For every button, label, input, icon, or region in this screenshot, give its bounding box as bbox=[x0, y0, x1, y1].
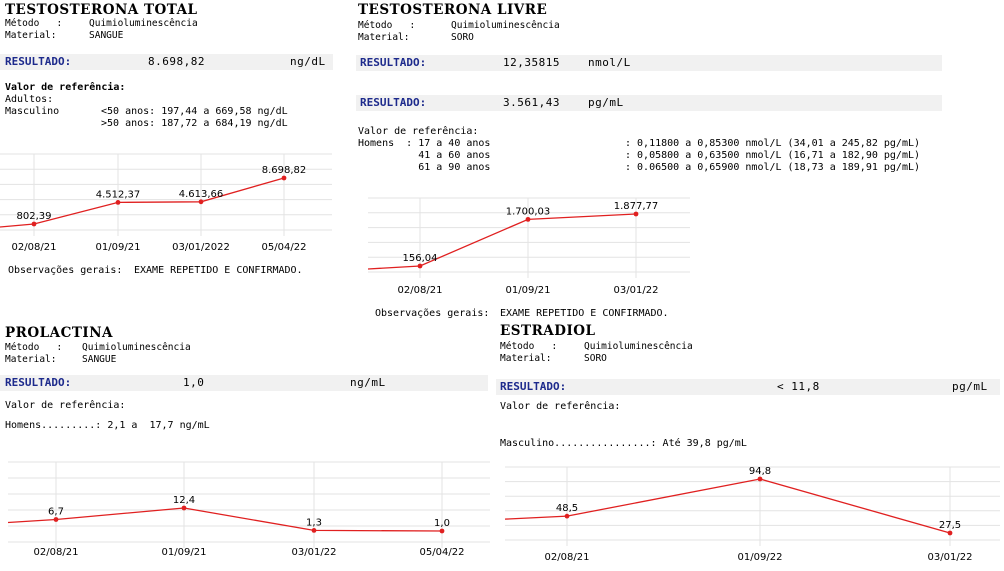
pr-chart bbox=[8, 460, 490, 565]
tl-result-value-1: 12,35815 bbox=[503, 56, 560, 69]
tl-result-label-2: RESULTADO: bbox=[360, 96, 427, 109]
tl-result-label-1: RESULTADO: bbox=[360, 56, 427, 69]
es-result-label: RESULTADO: bbox=[500, 380, 567, 393]
data-label: 94,8 bbox=[748, 466, 772, 477]
x-tick-label: 03/01/22 bbox=[291, 547, 337, 558]
x-tick-label: 01/09/21 bbox=[161, 547, 207, 558]
pr-result-bar bbox=[0, 375, 488, 391]
tl-result-unit-1: nmol/L bbox=[588, 56, 631, 69]
tl-ref-row-2-range: 41 a 60 anos bbox=[358, 150, 491, 161]
tl-metodo-value: Quimioluminescência bbox=[451, 20, 560, 31]
es-result-bar bbox=[496, 379, 1000, 395]
tl-metodo-label: Método : bbox=[358, 20, 416, 31]
chart-grid bbox=[505, 467, 1000, 546]
tt-material-value: SANGUE bbox=[89, 30, 124, 41]
data-label: 8.698,82 bbox=[261, 165, 307, 176]
pr-result-label: RESULTADO: bbox=[5, 376, 72, 389]
pr-material-label: Material: bbox=[5, 354, 57, 365]
data-point bbox=[758, 477, 763, 482]
data-point bbox=[182, 506, 187, 511]
tl-ref-row-2-values: : 0,05800 a 0,63500 nmol/L (16,71 a 182,90 pg/mL) bbox=[625, 150, 921, 161]
x-tick-label: 02/08/21 bbox=[397, 285, 443, 296]
data-point bbox=[565, 514, 570, 519]
chart-grid bbox=[8, 462, 490, 548]
es-material-value: SORO bbox=[584, 353, 607, 364]
data-point bbox=[440, 529, 445, 534]
data-point bbox=[418, 264, 423, 269]
tl-title: TESTOSTERONA LIVRE bbox=[358, 2, 548, 18]
tt-obs-text: EXAME REPETIDO E CONFIRMADO. bbox=[134, 265, 303, 276]
data-label: 1,3 bbox=[306, 517, 322, 529]
x-tick-label: 03/01/22 bbox=[927, 552, 973, 563]
data-point bbox=[634, 212, 639, 217]
x-tick-label: 02/08/21 bbox=[33, 547, 79, 558]
tl-result-unit-2: pg/mL bbox=[588, 96, 624, 109]
x-tick-label: 05/04/22 bbox=[419, 547, 465, 558]
pr-title: PROLACTINA bbox=[5, 325, 114, 341]
data-label: 4.613,66 bbox=[178, 188, 224, 200]
tl-material-label: Material: bbox=[358, 32, 410, 43]
data-label: 12,4 bbox=[172, 495, 196, 506]
x-tick-label: 05/04/22 bbox=[261, 242, 307, 253]
pr-metodo-label: Método : bbox=[5, 342, 63, 353]
pr-metodo-value: Quimioluminescência bbox=[82, 342, 191, 353]
es-ref-label: Valor de referência: bbox=[500, 401, 621, 412]
data-point bbox=[54, 517, 59, 522]
es-result-value: < 11,8 bbox=[777, 380, 820, 393]
pr-ref-line: Homens.........: 2,1 a 17,7 ng/mL bbox=[5, 420, 210, 431]
tl-result-bar-1 bbox=[356, 55, 942, 71]
data-point bbox=[116, 200, 121, 205]
x-tick-label: 02/08/21 bbox=[544, 552, 590, 563]
tt-result-unit: ng/dL bbox=[290, 55, 326, 68]
tt-result-label: RESULTADO: bbox=[5, 55, 72, 68]
data-label: 27,5 bbox=[938, 520, 962, 531]
es-result-unit: pg/mL bbox=[952, 380, 988, 393]
data-label: 156,04 bbox=[402, 253, 438, 264]
tl-chart bbox=[368, 190, 690, 300]
pr-material-value: SANGUE bbox=[82, 354, 117, 365]
es-metodo-value: Quimioluminescência bbox=[584, 341, 693, 352]
data-label: 1.700,03 bbox=[505, 206, 551, 218]
tl-result-value-2: 3.561,43 bbox=[503, 96, 560, 109]
tt-obs-label: Observações gerais: bbox=[8, 265, 123, 276]
tl-ref-row-3-values: : 0.06500 a 0,65900 nmol/L (18,73 a 189,91 pg/mL) bbox=[625, 162, 921, 173]
tt-ref-line1: <50 anos: 197,44 a 669,58 ng/dL bbox=[101, 106, 288, 117]
pr-result-value: 1,0 bbox=[183, 376, 205, 389]
data-label: 4.512,37 bbox=[95, 189, 141, 201]
tt-metodo-label: Método : bbox=[5, 18, 63, 29]
data-point bbox=[526, 217, 531, 222]
tl-result-bar-2 bbox=[356, 95, 942, 111]
es-metodo-label: Método : bbox=[500, 341, 558, 352]
data-label: 48,5 bbox=[555, 503, 579, 515]
tt-result-value: 8.698,82 bbox=[148, 55, 205, 68]
es-chart bbox=[505, 465, 1000, 565]
data-label: 1,0 bbox=[434, 518, 450, 529]
tl-material-value: SORO bbox=[451, 32, 474, 43]
tl-ref-label: Valor de referência: bbox=[358, 126, 479, 137]
x-tick-label: 03/01/2022 bbox=[172, 242, 230, 253]
pr-ref-label: Valor de referência: bbox=[5, 400, 126, 411]
series-line bbox=[8, 508, 442, 531]
tt-chart bbox=[0, 150, 332, 260]
es-title: ESTRADIOL bbox=[500, 323, 596, 339]
data-label: 6,7 bbox=[48, 506, 64, 518]
tt-title: TESTOSTERONA TOTAL bbox=[5, 2, 198, 18]
pr-result-unit: ng/mL bbox=[350, 376, 386, 389]
data-label: 1.877,77 bbox=[613, 201, 659, 212]
es-ref-line: Masculino................: Até 39,8 pg/mL bbox=[500, 438, 747, 449]
data-point bbox=[948, 531, 953, 536]
tt-ref-sex: Masculino bbox=[5, 106, 60, 117]
tl-ref-row-1-values: : 0,11800 a 0,85300 nmol/L (34,01 a 245,82 pg/mL) bbox=[625, 138, 921, 149]
es-material-label: Material: bbox=[500, 353, 552, 364]
tt-ref-line2: >50 anos: 187,72 a 684,19 ng/dL bbox=[101, 118, 288, 129]
tt-ref-group: Adultos: bbox=[5, 94, 54, 105]
x-tick-label: 01/09/21 bbox=[505, 285, 551, 296]
data-point bbox=[199, 199, 204, 204]
tl-obs-text: EXAME REPETIDO E CONFIRMADO. bbox=[500, 308, 669, 319]
data-label: 802,39 bbox=[16, 211, 52, 222]
x-tick-label: 03/01/22 bbox=[613, 285, 659, 296]
x-tick-label: 01/09/21 bbox=[95, 242, 141, 253]
tl-obs-label: Observações gerais: bbox=[375, 308, 490, 319]
tt-material-label: Material: bbox=[5, 30, 57, 41]
data-point bbox=[32, 222, 37, 227]
x-tick-label: 02/08/21 bbox=[11, 242, 57, 253]
x-tick-label: 01/09/22 bbox=[737, 552, 783, 563]
tl-ref-row-1-range: Homens : 17 a 40 anos bbox=[358, 138, 491, 149]
data-point bbox=[312, 528, 317, 533]
data-point bbox=[282, 176, 287, 181]
tt-metodo-value: Quimioluminescência bbox=[89, 18, 198, 29]
tl-ref-row-3-range: 61 a 90 anos bbox=[358, 162, 491, 173]
tt-ref-label: Valor de referência: bbox=[5, 82, 126, 93]
